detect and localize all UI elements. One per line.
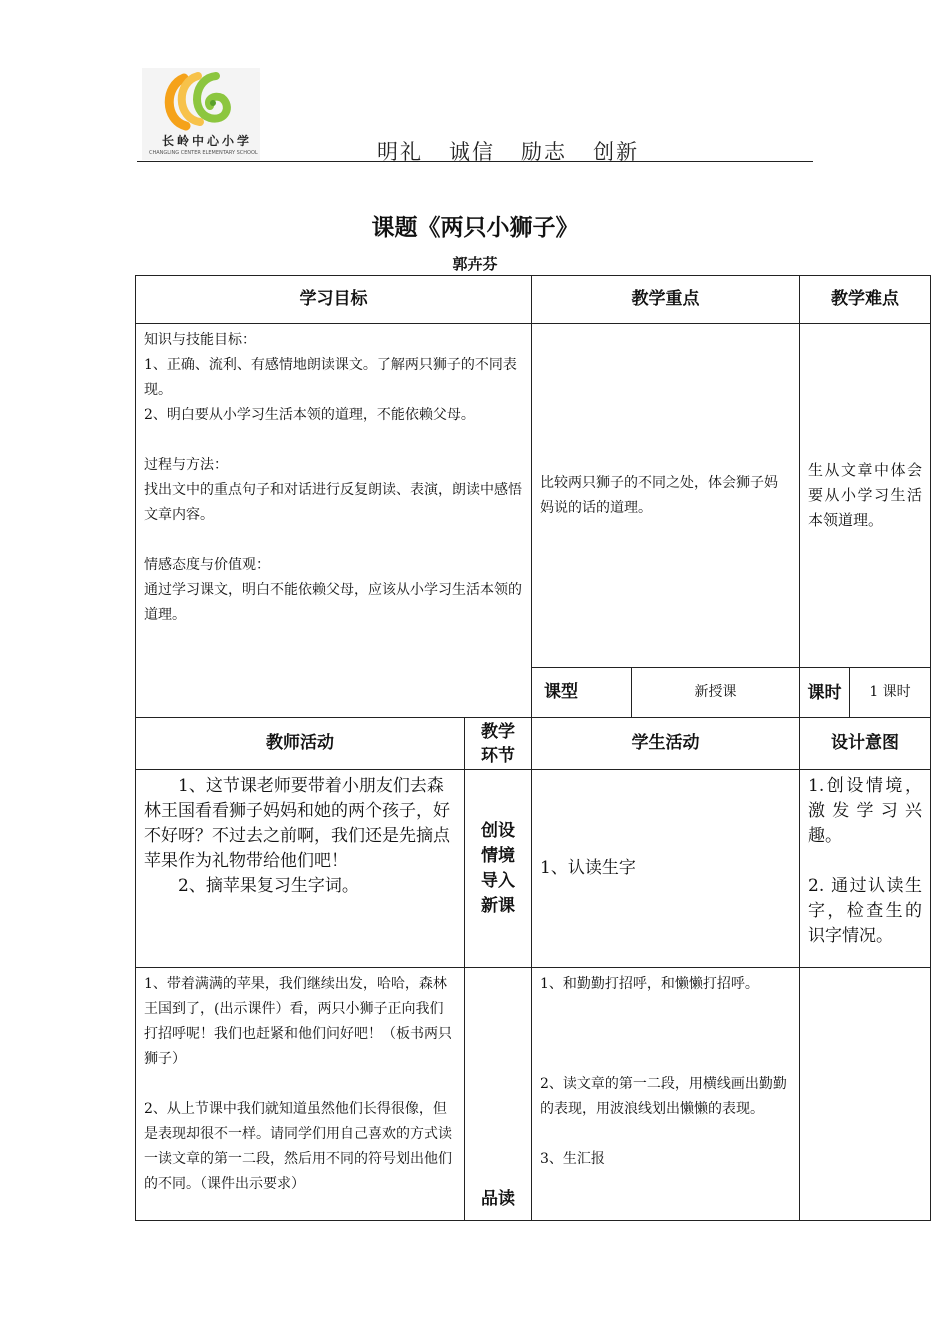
header-teacher: 教师活动 (136, 718, 465, 770)
emotion-text: 通过学习课文，明白不能依赖父母，应该从小学习生活本领的道理。 (144, 582, 522, 623)
header-stage: 教学环节 (465, 718, 532, 770)
header-design: 设计意图 (800, 718, 931, 770)
row2-student-text-1: 1、和勤勤打招呼，和懒懒打招呼。 (540, 976, 759, 992)
author-name: 郭卉芬 (452, 255, 498, 273)
row1-design-text-1: 1.创设情境，激发学习兴趣。 (808, 776, 922, 846)
row1-stage-text: 创设情境导入新课 (481, 820, 515, 916)
objectives-cell (136, 324, 532, 718)
row2-teacher (136, 968, 465, 1221)
row1-teacher-text-2: 2、摘苹果复习生字词。 (178, 876, 359, 896)
row2-student (532, 968, 800, 1221)
row2-student-text-3: 3、生汇报 (540, 1151, 605, 1167)
objectives-table (135, 275, 931, 718)
row1-design-text-2: 2. 通过认读生字，检查生的识字情况。 (808, 876, 922, 946)
knowledge-item-1: 1、正确、流利、有感情地朗读课文。了解两只狮子的不同表现。 (144, 357, 517, 398)
hours-label: 课时 (800, 668, 850, 718)
document-title: 课题《两只小狮子》 (371, 215, 579, 241)
process-text: 找出文中的重点句子和对话进行反复朗读、表演，朗读中感悟文章内容。 (144, 482, 522, 523)
emotion-title: 情感态度与价值观： (144, 557, 270, 573)
knowledge-item-2: 2、明白要从小学习生活本领的道理，不能依赖父母。 (144, 407, 475, 423)
row2-teacher-text-2: 2、从上节课中我们就知道虽然他们长得很像，但是表现却很不一样。请同学们用自己喜欢的方式读一读文章的第一二段，然后用不同的符号划出他们的不同。（课件出示要求） (144, 1101, 452, 1192)
school-logo (142, 68, 260, 160)
lesson-type-label: 课型 (532, 668, 632, 718)
row1-teacher-text-1: 1、这节课老师要带着小朋友们去森林王国看看狮子妈妈和她的两个孩子，好不好呀？不过去之前啊，我们还是先摘点苹果作为礼物带给他们吧！ (144, 776, 450, 871)
difficulties-cell: 生从文章中体会要从小学习生活本领道理。 (800, 324, 931, 668)
key-points-cell: 比较两只狮子的不同之处，体会狮子妈妈说的话的道理。 (532, 324, 800, 668)
activities-table (135, 717, 931, 1221)
row2-teacher-text-1: 1、带着满满的苹果，我们继续出发，哈哈，森林王国到了，(出示课件）看，两只小狮子正向我们打招呼呢！我们也赶紧和他们问好吧！（板书两只狮子） (144, 976, 452, 1067)
row1-stage (465, 770, 532, 968)
hours-value: 1 课时 (850, 668, 931, 718)
row1-teacher (136, 770, 465, 968)
process-title: 过程与方法： (144, 457, 228, 473)
logo-swirl-icon (142, 68, 260, 138)
header-divider (137, 161, 813, 162)
header-student: 学生活动 (532, 718, 800, 770)
header-difficulties: 教学难点 (800, 276, 931, 324)
header-objectives: 学习目标 (136, 276, 532, 324)
lesson-type-value: 新授课 (632, 668, 800, 718)
logo-text-cn: 长岭中心小学 (162, 134, 253, 148)
row1-design (800, 770, 931, 968)
header-key-points: 教学重点 (532, 276, 800, 324)
school-motto: 明礼 诚信 励志 创新 (377, 140, 640, 164)
page-header (137, 68, 813, 164)
row2-design (800, 968, 931, 1221)
knowledge-title: 知识与技能目标： (144, 332, 256, 348)
row2-stage (465, 968, 532, 1221)
logo-text-en: CHANGLING CENTER ELEMENTARY SCHOOL (149, 150, 258, 156)
row1-student: 1、认读生字 (532, 770, 800, 968)
row2-stage-text: 品读 (481, 1189, 515, 1209)
row2-student-text-2: 2、读文章的第一二段，用横线画出勤勤的表现，用波浪线划出懒懒的表现。 (540, 1076, 787, 1117)
